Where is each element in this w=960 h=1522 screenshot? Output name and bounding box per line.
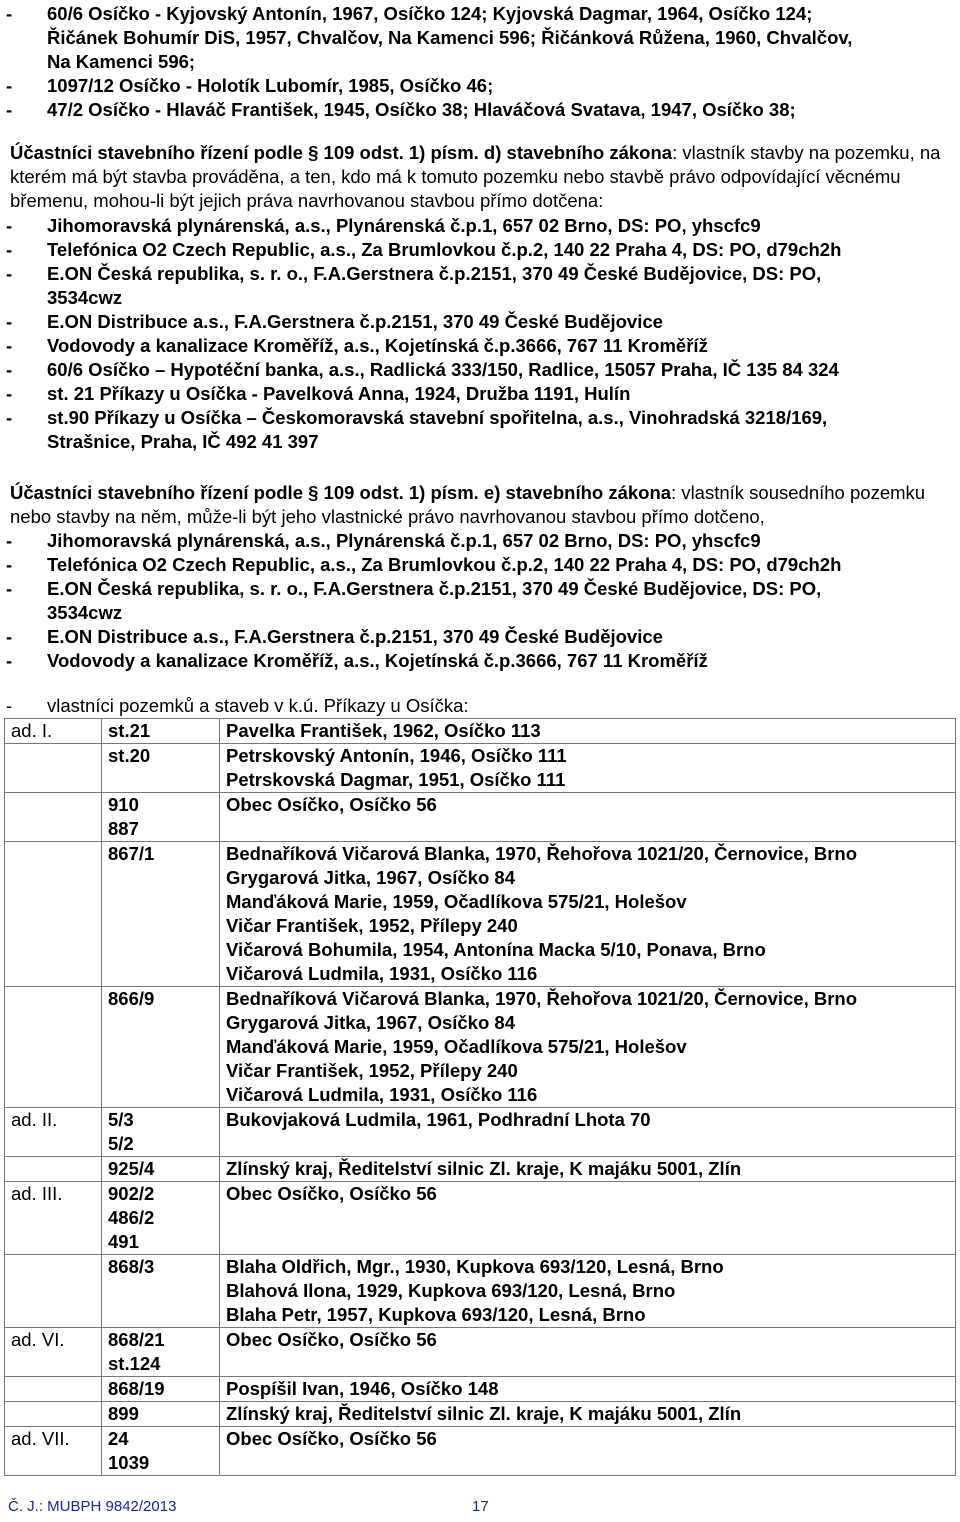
owner-entry: Obec Osíčko, Osíčko 56 xyxy=(226,1183,437,1204)
owner-entry: Manďáková Marie, 1959, Očadlíkova 575/21, Holešov xyxy=(226,891,687,912)
list-item: - E.ON Distribuce a.s., F.A.Gerstnera č.p.2151, 370 49 České Budějovice xyxy=(6,311,663,332)
cadastre-ad-cell xyxy=(5,842,102,987)
list-item-continuation: 3534cwz xyxy=(47,602,123,623)
parcel-number: 899 xyxy=(108,1403,139,1424)
list-item: - Vodovody a kanalizace Kroměříž, a.s., Kojetínská č.p.3666, 767 11 Kroměříž xyxy=(6,335,708,356)
list-item: - 47/2 Osíčko - Hlaváč František, 1945, Osíčko 38; Hlaváčová Svatava, 1947, Osíčko 38; xyxy=(6,99,796,120)
parcel-cell xyxy=(102,987,220,1108)
owner-entry: Pospíšil Ivan, 1946, Osíčko 148 xyxy=(226,1378,499,1399)
owner-entry: Vičar František, 1952, Přílepy 240 xyxy=(226,915,518,936)
parcel-cell xyxy=(102,719,220,744)
parcel-number: st.20 xyxy=(108,745,151,766)
owner-cell xyxy=(220,719,956,744)
cadastre-ad-cell: ad. I. xyxy=(5,719,102,744)
owner-entry: Grygarová Jitka, 1967, Osíčko 84 xyxy=(226,867,515,888)
list-item-continuation: Strašnice, Praha, IČ 492 41 397 xyxy=(47,431,319,452)
parcel-number: 868/19 xyxy=(108,1378,165,1399)
owner-entry: Vičarová Ludmila, 1931, Osíčko 116 xyxy=(226,963,538,984)
cadastre-ad-cell xyxy=(5,1255,102,1328)
owners-table xyxy=(4,718,956,1476)
owner-cell xyxy=(220,1377,956,1402)
parcel-cell xyxy=(102,1328,220,1377)
parcel-cell xyxy=(102,1157,220,1182)
table-row xyxy=(5,1328,956,1377)
cadastre-ad-cell xyxy=(5,1402,102,1427)
parcel-cell xyxy=(102,793,220,842)
parcel-number: 925/4 xyxy=(108,1158,155,1179)
table-row xyxy=(5,1402,956,1427)
cadastre-ad-cell xyxy=(5,987,102,1108)
parcel-number: 486/2 xyxy=(108,1207,155,1228)
list-item: - Vodovody a kanalizace Kroměříž, a.s., Kojetínská č.p.3666, 767 11 Kroměříž xyxy=(6,650,708,671)
footer-reference: Č. J.: MUBPH 9842/2013 xyxy=(8,1498,177,1515)
parcel-cell xyxy=(102,744,220,793)
parcel-number: st.21 xyxy=(108,720,151,741)
table-row xyxy=(5,1377,956,1402)
owner-entry: Zlínský kraj, Ředitelství silnic Zl. kraje, K majáku 5001, Zlín xyxy=(226,1158,742,1179)
list-item: - st. 21 Příkazy u Osíčka - Pavelková Anna, 1924, Družba 1191, Hulín xyxy=(6,383,631,404)
table-row xyxy=(5,1157,956,1182)
owner-cell xyxy=(220,1255,956,1328)
table-row xyxy=(5,1182,956,1255)
owner-cell xyxy=(220,1328,956,1377)
table-row xyxy=(5,987,956,1108)
owner-cell xyxy=(220,1402,956,1427)
table-row xyxy=(5,793,956,842)
list-item: - Telefónica O2 Czech Republic, a.s., Za Brumlovkou č.p.2, 140 22 Praha 4, DS: PO, d79ch2h xyxy=(6,554,842,575)
parcel-cell xyxy=(102,1402,220,1427)
owner-cell xyxy=(220,1182,956,1255)
parcel-cell xyxy=(102,1427,220,1476)
parcel-number: 5/3 xyxy=(108,1109,134,1130)
cadastre-ad-cell xyxy=(5,1377,102,1402)
list-item: - 60/6 Osíčko - Kyjovský Antonín, 1967, Osíčko 124; Kyjovská Dagmar, 1964, Osíčko 124; xyxy=(6,3,813,24)
parcel-number: 5/2 xyxy=(108,1133,134,1154)
parcel-cell xyxy=(102,1108,220,1157)
section-d-heading: Účastníci stavebního řízení podle § 109 odst. 1) písm. d) stavebního zákona: vlastník stavby na pozemku, na kterém má být stavba prováděna, a ten, kdo má k tomuto pozemku nebo stavbě právo odpovídající věcnému břemenu, mohou-li být jejich práva navrhovanou stavbou přímo dotčena: xyxy=(10,142,941,211)
owner-cell xyxy=(220,793,956,842)
parcel-number: st.124 xyxy=(108,1353,161,1374)
table-row xyxy=(5,1108,956,1157)
owner-entry: Petrskovský Antonín, 1946, Osíčko 111 xyxy=(226,745,567,766)
list-item-continuation: Na Kamenci 596; xyxy=(47,51,196,72)
table-row xyxy=(5,719,956,744)
owner-entry: Vičarová Ludmila, 1931, Osíčko 116 xyxy=(226,1084,538,1105)
owner-cell xyxy=(220,744,956,793)
owner-cell xyxy=(220,1157,956,1182)
table-row xyxy=(5,1255,956,1328)
parcel-cell xyxy=(102,1182,220,1255)
cadastre-ad-cell xyxy=(5,1157,102,1182)
owner-entry: Vičar František, 1952, Přílepy 240 xyxy=(226,1060,518,1081)
list-item: - Jihomoravská plynárenská, a.s., Plynárenská č.p.1, 657 02 Brno, DS: PO, yhscfc9 xyxy=(6,215,761,236)
cadastre-ad-cell xyxy=(5,744,102,793)
parcel-number: 910 xyxy=(108,794,139,815)
list-item: - E.ON Česká republika, s. r. o., F.A.Gerstnera č.p.2151, 370 49 České Budějovice, DS: PO, xyxy=(6,578,822,599)
parcel-number: 1039 xyxy=(108,1452,150,1473)
parcel-cell xyxy=(102,842,220,987)
owner-entry: Pavelka František, 1962, Osíčko 113 xyxy=(226,720,541,741)
parcel-cell xyxy=(102,1255,220,1328)
owner-entry: Vičarová Bohumila, 1954, Antonína Macka 5/10, Ponava, Brno xyxy=(226,939,766,960)
parcel-cell xyxy=(102,1377,220,1402)
owner-entry: Blaha Oldřich, Mgr., 1930, Kupkova 693/120, Lesná, Brno xyxy=(226,1256,724,1277)
owner-entry: Blaha Petr, 1957, Kupkova 693/120, Lesná, Brno xyxy=(226,1304,646,1325)
owner-entry: Bednaříková Vičarová Blanka, 1970, Řehořova 1021/20, Černovice, Brno xyxy=(226,988,858,1009)
owner-entry: Grygarová Jitka, 1967, Osíčko 84 xyxy=(226,1012,515,1033)
owner-entry: Manďáková Marie, 1959, Očadlíkova 575/21, Holešov xyxy=(226,1036,687,1057)
owner-entry: Obec Osíčko, Osíčko 56 xyxy=(226,1428,437,1449)
owner-entry: Bukovjaková Ludmila, 1961, Podhradní Lhota 70 xyxy=(226,1109,651,1130)
list-item: - E.ON Distribuce a.s., F.A.Gerstnera č.p.2151, 370 49 České Budějovice xyxy=(6,626,663,647)
owner-cell xyxy=(220,987,956,1108)
list-item-continuation: 3534cwz xyxy=(47,287,123,308)
table-row xyxy=(5,744,956,793)
cadastre-ad-cell: ad. VI. xyxy=(5,1328,102,1377)
cadastre-ad-cell: ad. III. xyxy=(5,1182,102,1255)
owner-entry: Blahová Ilona, 1929, Kupkova 693/120, Lesná, Brno xyxy=(226,1280,676,1301)
table-row xyxy=(5,1427,956,1476)
list-item: - 1097/12 Osíčko - Holotík Lubomír, 1985, Osíčko 46; xyxy=(6,75,494,96)
parcel-number: 24 xyxy=(108,1428,129,1449)
owner-entry: Obec Osíčko, Osíčko 56 xyxy=(226,794,437,815)
owner-entry: Zlínský kraj, Ředitelství silnic Zl. kraje, K majáku 5001, Zlín xyxy=(226,1403,742,1424)
list-item: - E.ON Česká republika, s. r. o., F.A.Gerstnera č.p.2151, 370 49 České Budějovice, DS: PO, xyxy=(6,263,822,284)
cadastre-ad-cell: ad. VII. xyxy=(5,1427,102,1476)
list-item: - Telefónica O2 Czech Republic, a.s., Za Brumlovkou č.p.2, 140 22 Praha 4, DS: PO, d79ch2h xyxy=(6,239,842,260)
owners-intro: - vlastníci pozemků a staveb v k.ú. Příkazy u Osíčka: xyxy=(6,695,469,716)
parcel-number: 887 xyxy=(108,818,139,839)
owner-entry: Petrskovská Dagmar, 1951, Osíčko 111 xyxy=(226,769,566,790)
list-item: - Jihomoravská plynárenská, a.s., Plynárenská č.p.1, 657 02 Brno, DS: PO, yhscfc9 xyxy=(6,530,761,551)
parcel-number: 491 xyxy=(108,1231,139,1252)
owner-entry: Obec Osíčko, Osíčko 56 xyxy=(226,1329,437,1350)
owner-cell xyxy=(220,842,956,987)
parcel-number: 868/3 xyxy=(108,1256,155,1277)
cadastre-ad-cell xyxy=(5,793,102,842)
parcel-number: 902/2 xyxy=(108,1183,155,1204)
owner-cell xyxy=(220,1427,956,1476)
list-item: - st.90 Příkazy u Osíčka – Českomoravská stavební spořitelna, a.s., Vinohradská 3218/169, xyxy=(6,407,828,428)
owner-entry: Bednaříková Vičarová Blanka, 1970, Řehořova 1021/20, Černovice, Brno xyxy=(226,843,858,864)
parcel-number: 867/1 xyxy=(108,843,155,864)
owner-cell xyxy=(220,1108,956,1157)
table-row xyxy=(5,842,956,987)
list-item-continuation: Řičánek Bohumír DiS, 1957, Chvalčov, Na Kamenci 596; Řičánková Růžena, 1960, Chvalčov, xyxy=(47,27,853,48)
cadastre-ad-cell: ad. II. xyxy=(5,1108,102,1157)
section-e-heading: Účastníci stavebního řízení podle § 109 odst. 1) písm. e) stavebního zákona: vlastník sousedního pozemku nebo stavby na něm, může-li být jeho vlastnické právo navrhovanou stavbou přímo dotčeno, xyxy=(10,482,926,527)
parcel-number: 868/21 xyxy=(108,1329,165,1350)
page-number: 17 xyxy=(472,1498,489,1515)
parcel-number: 866/9 xyxy=(108,988,155,1009)
list-item: - 60/6 Osíčko – Hypotéční banka, a.s., Radlická 333/150, Radlice, 15057 Praha, IČ 135 84 324 xyxy=(6,359,839,380)
